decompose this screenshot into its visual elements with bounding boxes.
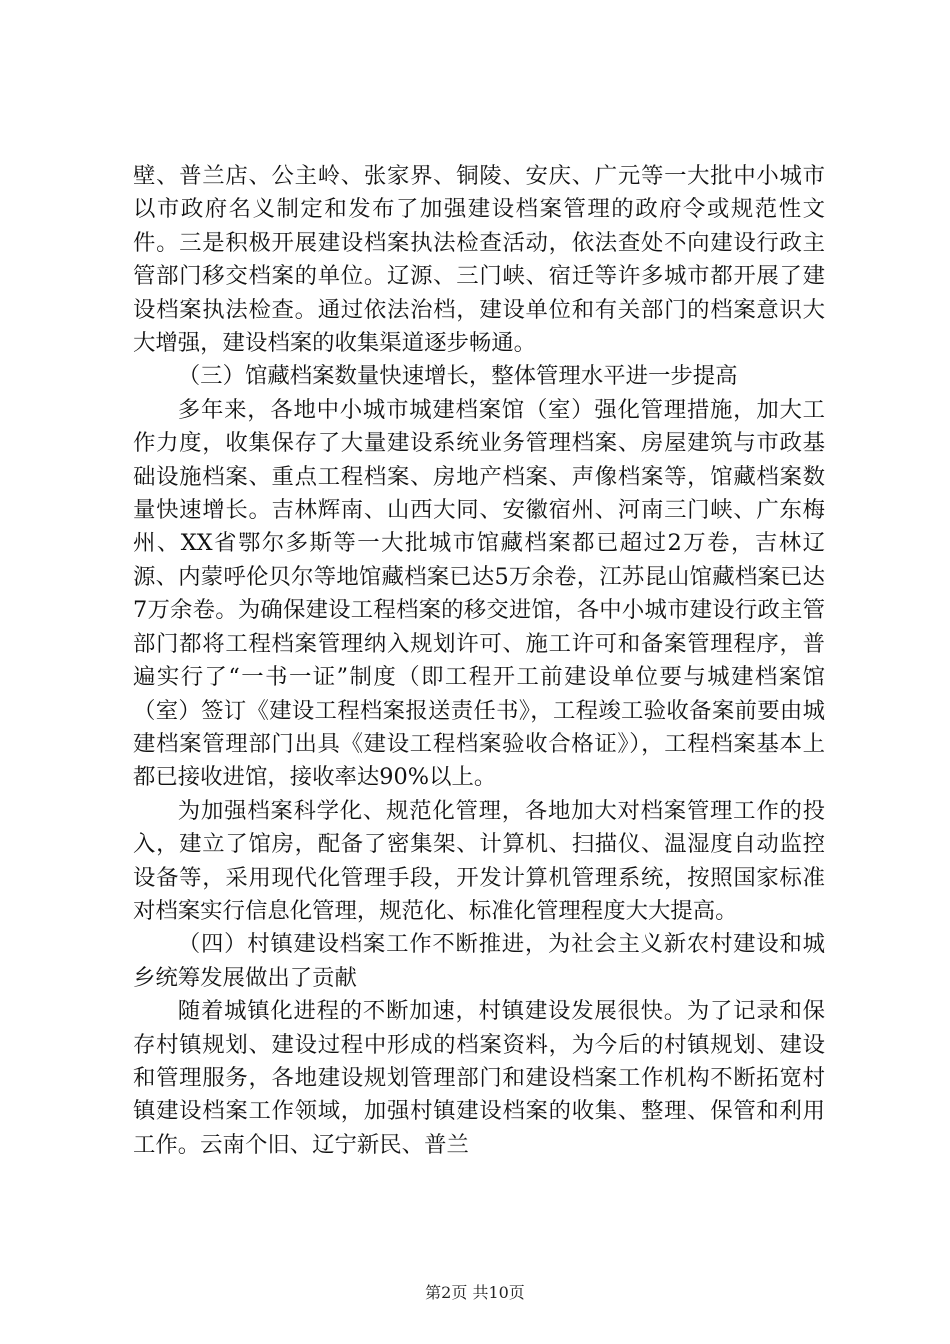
document-body xyxy=(133,160,825,1162)
paragraph-1: 壁、普兰店、公主岭、张家界、铜陵、安庆、广元等一大批中小城市以市政府名义制定和发布了加强建设档案管理的政府令或规范性文件。三是积极开展建设档案执法检查活动，依法查处不向建设行政主管部门移交档案的单位。辽源、三门峡、宿迁等许多城市都开展了建设档案执法检查。通过依法治档，建设单位和有关部门的档案意识大大增强，建设档案的收集渠道逐步畅通。 xyxy=(133,163,825,357)
paragraph-2: 多年来，各地中小城市城建档案馆（室）强化管理措施，加大工作力度，收集保存了大量建设系统业务管理档案、房屋建筑与市政基础设施档案、重点工程档案、房地产档案、声像档案等，馆藏档案数量快速增长。吉林辉南、山西大同、安徽宿州、河南三门峡、广东梅州、XX省鄂尔多斯等一大批城市馆藏档案都已超过2万卷，吉林辽源、内蒙呼伦贝尔等地馆藏档案已达5万余卷，江苏昆山馆藏档案已达7万余卷。为确保建设工程档案的移交进馆，各中小城市建设行政主管部门都将工程档案管理纳入规划许可、施工许可和备案管理程序，普遍实行了“一书一证”制度（即工程开工前建设单位要与城建档案馆（室）签订《建设工程档案报送责任书》，工程竣工验收备案前要由城建档案管理部门出具《建设工程档案验收合格证》），工程档案基本上都已接收进馆，接收率达90%以上。 xyxy=(133,396,825,791)
section-heading-3: （三）馆藏档案数量快速增长，整体管理水平进一步提高 xyxy=(177,363,738,390)
page-footer: 第2页 共10页 xyxy=(425,1283,525,1302)
paragraph-4: 随着城镇化进程的不断加速，村镇建设发展很快。为了记录和保存村镇规划、建设过程中形成的档案资料，为今后的村镇规划、建设和管理服务，各地建设规划管理部门和建设档案工作机构不断拓宽村镇建设档案工作领域，加强村镇建设档案的收集、整理、保管和利用工作。云南个旧、辽宁新民、普兰 xyxy=(133,998,825,1158)
section-heading-4: （四）村镇建设档案工作不断推进，为社会主义新农村建设和城乡统筹发展做出了贡献 xyxy=(133,931,825,991)
paragraph-3: 为加强档案科学化、规范化管理，各地加大对档案管理工作的投入，建立了馆房，配备了密集架、计算机、扫描仪、温湿度自动监控设备等，采用现代化管理手段，开发计算机管理系统，按照国家标准对档案实行信息化管理，规范化、标准化管理程度大大提高。 xyxy=(133,797,825,924)
